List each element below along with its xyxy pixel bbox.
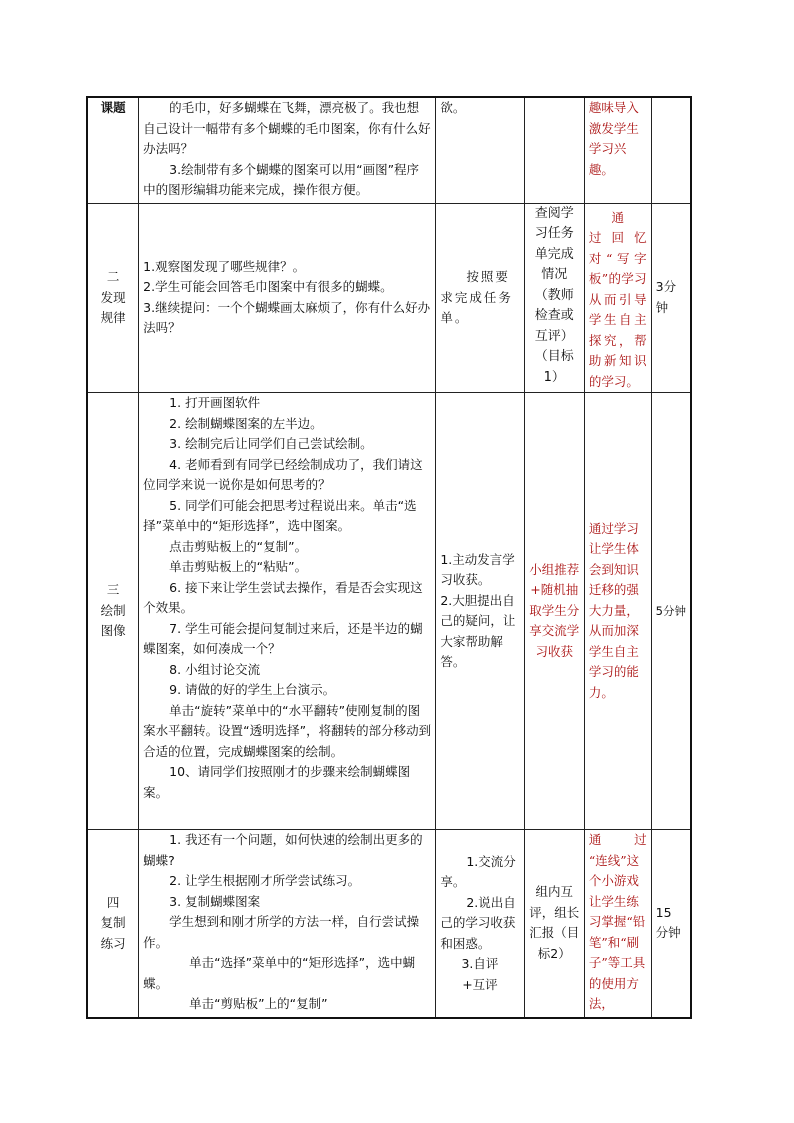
time-cell: 5分钟 (651, 393, 691, 830)
assessment-cell: 小组推荐+随机抽取学生分享交流学习收获 (524, 393, 584, 830)
content-line: 单击“旋转”菜单中的“水平翻转”使刚复制的图案水平翻转。设置“透明选择”，将翻转的部分移动到合适的位置，完成蝴蝶图案的绘制。 (143, 702, 432, 759)
content-line: 3. 复制蝴蝶图案 (169, 893, 261, 909)
student-activity-cell: 1.主动发言学习收获。 2.大胆提出自己的疑问，让大家帮助解答。 (436, 393, 524, 830)
table-row (87, 830, 691, 1018)
content-cell (139, 97, 436, 203)
content-line: 3. 绘制完后让同学们自己尝试绘制。 (169, 436, 373, 451)
content-cell (139, 203, 436, 393)
content-line: 6. 接下来让学生尝试去操作，看是否会实现这个效果。 (143, 579, 423, 615)
table-row (87, 393, 691, 830)
student-activity-cell: 按照要求完成任务单。 (436, 203, 524, 393)
content-line: 8. 小组讨论交流 (169, 661, 261, 677)
assessment-cell: 查阅学习任务单完成情况（教师检查或互评）（目标1） (524, 203, 584, 393)
design-intent-cell: 通过学习让学生体会到知识迁移的强大力量，从而加深学生自主学习的能力。 (584, 393, 651, 830)
content-cell (139, 830, 436, 1018)
design-intent-cell: 通 过回忆对“写字板”的学习从而引导学生自主探究，帮助新知识的学习。 (584, 203, 651, 393)
content-line: 10、请同学们按照刚才的步骤来绘制蝴蝶图案。 (143, 764, 411, 800)
content-line: 3.继续提问：一个个蝴蝶画太麻烦了，你有什么好办法吗？ (143, 299, 431, 336)
design-intent-cell: 通 过 “连线”这个小游戏让学生练习掌握“铅笔”和“刷子”等工具的使用方法， (584, 830, 651, 1018)
content-line: 点击剪贴板上的“复制”。 (169, 538, 308, 554)
student-activity-cell: 1.交流分享。 2.说出自己的学习收获和困惑。 3.自评 +互评 (436, 830, 524, 1018)
content-line: 2.学生可能会回答毛巾图案中有很多的蝴蝶。 (143, 279, 393, 295)
content-line: 学生想到和刚才所学的方法一样，自行尝试操作。 (143, 914, 420, 950)
time-cell: 15 分钟 (651, 830, 691, 1018)
stage-cell: 四 复制 练习 (87, 830, 139, 1018)
content-line: 1. 打开画图软件 (169, 395, 261, 410)
stage-cell: 二 发现 规律 (87, 203, 139, 393)
design-intent-cell: 趣味导入激发学生学习兴趣。 (584, 97, 651, 203)
assessment-cell (524, 97, 584, 203)
content-cell (139, 393, 436, 830)
content-line: 单击“选择”菜单中的“矩形选择”，选中蝴蝶。 (143, 955, 416, 991)
content-line: 1.观察图发现了哪些规律？。 (143, 258, 306, 274)
stage-cell: 三 绘制 图像 (87, 393, 139, 830)
content-line: 1. 我还有一个问题，如何快速的绘制出更多的蝴蝶? (143, 832, 423, 868)
content-line: 9. 请做的好的学生上台演示。 (169, 682, 336, 697)
table-row (87, 203, 691, 393)
time-cell: 3分钟 (651, 203, 691, 393)
time-cell (651, 97, 691, 203)
lesson-plan-table (86, 96, 692, 1019)
content-line: 5. 同学们可能会把思考过程说出来。单击“选择”菜单中的“矩形选择”，选中图案。 (143, 497, 417, 533)
content-line: 的毛巾，好多蝴蝶在飞舞，漂亮极了。我也想自己设计一幅带有多个蝴蝶的毛巾图案，你有什么好办法吗？ (143, 100, 431, 156)
content-line: 单击剪贴板上的“粘贴”。 (169, 559, 308, 574)
student-activity-cell: 欲。 (436, 97, 524, 203)
table-row (87, 97, 691, 203)
stage-cell: 课题 (87, 97, 139, 203)
content-line: 3.绘制带有多个蝴蝶的图案可以用“画图”程序中的图形编辑功能来完成，操作很方便。 (143, 161, 420, 197)
content-line: 7. 学生可能会提问复制过来后，还是半边的蝴蝶图案，如何凑成一个？ (143, 620, 423, 656)
content-line: 2. 绘制蝴蝶图案的左半边。 (169, 415, 323, 431)
content-line: 单击“剪贴板”上的“复制” (189, 996, 328, 1011)
content-line: 4. 老师看到有同学已经绘制成功了，我们请这位同学来说一说你是如何思考的？ (143, 456, 423, 492)
assessment-cell: 组内互评，组长汇报（目标2） (524, 830, 584, 1018)
content-line: 2. 让学生根据刚才所学尝试练习。 (169, 873, 361, 888)
